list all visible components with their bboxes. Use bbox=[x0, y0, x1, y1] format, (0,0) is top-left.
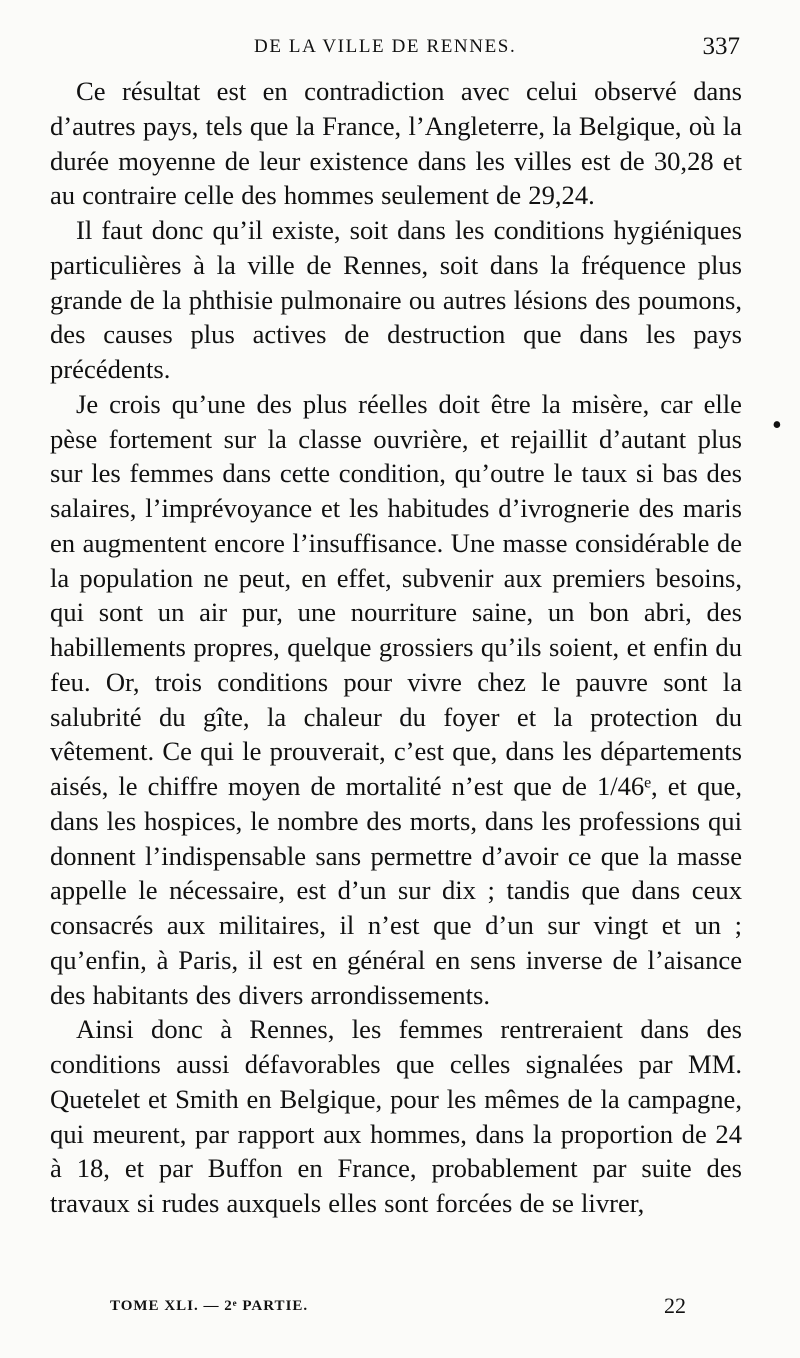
page-header bbox=[0, 30, 800, 70]
paragraph-rennes-women: Ainsi donc à Rennes, les femmes rentreraient dans des conditions aussi défavorables que celles signalées par MM. Quetelet et Smith en Belgique, pour les mêmes de la campagne, qui meurent, par rapport aux hommes, dans la proportion de 24 à 18, et par Buffon en France, probablement par suite des travaux si rudes auxquels elles sont forcées de se livrer, bbox=[50, 1014, 742, 1218]
page-footer bbox=[0, 1292, 800, 1332]
page-number: 337 bbox=[702, 33, 740, 60]
paragraph-result-contradiction: Ce résultat est en contradiction avec celui observé dans d’autres pays, tels que la France, l’Angleterre, la Belgique, où la durée moyenne de leur existence dans les villes est de 30,28 et au contraire celle des hommes seulement de 29,24. bbox=[50, 76, 742, 211]
running-head: DE LA VILLE DE RENNES. bbox=[254, 36, 517, 57]
margin-dot-mark: • bbox=[772, 410, 782, 441]
paragraph-hygienic-conditions: Il faut donc qu’il existe, soit dans les conditions hygiéniques particulières à la ville de Rennes, soit dans la fréquence plus grande de la phthisie pulmonaire ou autres lésions des poumons, des causes plus actives de destruction que dans les pays précédents. bbox=[50, 215, 742, 384]
paragraph-misery: Je crois qu’une des plus réelles doit être la misère, car elle pèse fortement sur la classe ouvrière, et rejaillit d’autant plus sur les femmes dans cette condition, qu’outre le taux si bas des salaires, l’imprévoyance et les habitudes d’ivrognerie des maris en augmentent encore l’insuffisance. Une masse considérable de la population ne peut, en effet, subvenir aux premiers besoins, qui sont un air pur, une nourriture saine, un bon abri, des habillements propres, quelque grossiers qu’ils soient, et enfin du feu. Or, trois conditions pour vivre chez le pauvre sont la salubrité du gîte, la chaleur du foyer et la protection du vêtement. Ce qui le prouverait, c’est que, dans les départements aisés, le chiffre moyen de mortalité n’est que de 1/46ᵉ, et que, dans les hospices, le nombre des morts, dans les professions qui donnent l’indispensable sans permettre d’avoir ce que la masse appelle le nécessaire, est d’un sur dix ; tandis que dans ceux consacrés aux militaires, il n’est que d’un sur vingt et un ; qu’enfin, à Paris, il est en général en sens inverse de l’aisance des habitants des divers arrondissements. bbox=[50, 388, 742, 1010]
volume-signature: TOME XLI. — 2ᵉ PARTIE. bbox=[110, 1298, 309, 1314]
body-text bbox=[50, 74, 742, 1221]
signature-number: 22 bbox=[664, 1293, 686, 1318]
